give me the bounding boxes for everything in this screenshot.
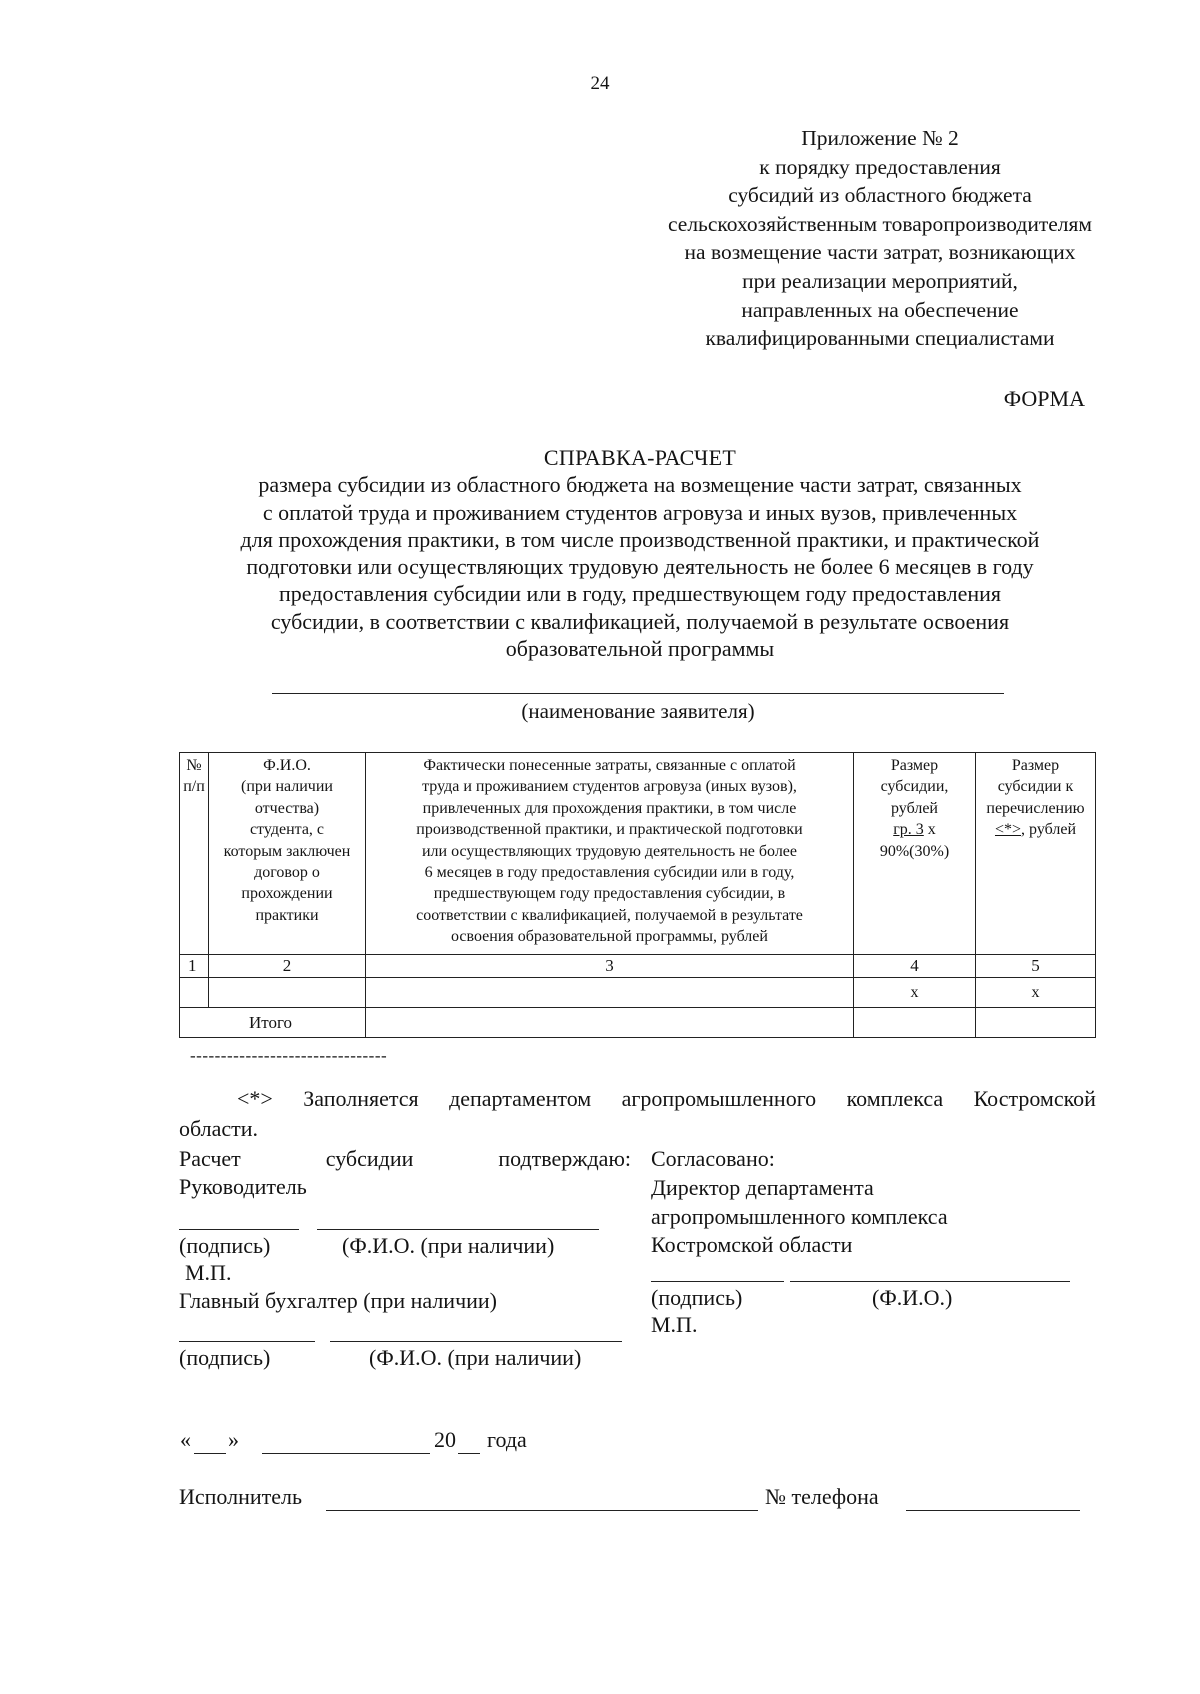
- executor-label: Исполнитель: [179, 1484, 303, 1509]
- table-cell: x: [854, 978, 976, 1008]
- header-text: труда и проживанием студентов агровуза (иных вузов),: [422, 778, 797, 796]
- header-text: предшествующем году предоставления субсидии, в: [433, 885, 786, 903]
- column-number: 2: [209, 955, 366, 978]
- stamp-label: М.П.: [185, 1260, 232, 1285]
- table-cell[interactable]: [366, 978, 854, 1008]
- footnote-word: комплекса: [846, 1086, 944, 1111]
- header-col4: [854, 753, 976, 955]
- header-text: соответствии с квалификацией, получаемой в результате: [416, 906, 803, 924]
- accountant-name-line[interactable]: [330, 1341, 622, 1342]
- header-text: №: [186, 757, 202, 774]
- table-cell[interactable]: [180, 978, 209, 1008]
- confirm-word: Расчет: [179, 1146, 241, 1171]
- header-text: Размер: [890, 757, 939, 774]
- accountant-signature-caption: (подпись): [179, 1345, 271, 1370]
- footnote-reference: <*>: [994, 821, 1022, 839]
- appendix-line: к порядку предоставления: [759, 154, 1001, 179]
- director-name-line[interactable]: [790, 1281, 1070, 1282]
- table-cell[interactable]: [209, 978, 366, 1008]
- title-line: с оплатой труда и проживанием студентов агровуза и иных вузов, привлеченных: [262, 499, 1018, 525]
- column-number: 5: [976, 955, 1096, 978]
- confirm-word: подтверждаю:: [498, 1146, 631, 1171]
- header-text: отчества): [254, 799, 320, 817]
- total-label: Итого: [180, 1008, 366, 1038]
- table-cell[interactable]: [854, 1008, 976, 1038]
- head-name-caption: (Ф.И.О. (при наличии): [342, 1233, 555, 1258]
- head-title: Руководитель: [179, 1174, 307, 1199]
- appendix-line: Приложение № 2: [801, 126, 959, 150]
- date-open-quote: «: [180, 1427, 191, 1452]
- header-text: (при наличии: [241, 778, 333, 796]
- footnote-word: Костромской: [973, 1086, 1096, 1111]
- footnote-separator: --------------------------------: [190, 1046, 388, 1065]
- title-line: предоставления субсидии или в году, предшествующем году предоставления: [278, 581, 1002, 607]
- director-signature-caption: (подпись): [651, 1285, 743, 1310]
- accountant-signature-line[interactable]: [179, 1341, 315, 1342]
- appendix-line: направленных на обеспечение: [741, 297, 1019, 322]
- head-signature-line[interactable]: [179, 1229, 299, 1230]
- footnote: [179, 1086, 1096, 1142]
- title-line: подготовки или осуществляющих трудовую деятельность не более 6 месяцев в году: [246, 554, 1034, 580]
- header-text: [854, 819, 975, 840]
- date-year-field[interactable]: [458, 1453, 480, 1454]
- total-row: [180, 1008, 1096, 1038]
- phone-field[interactable]: [906, 1510, 1080, 1511]
- executor-name-field[interactable]: [326, 1510, 758, 1511]
- date-close-quote: »: [228, 1427, 239, 1452]
- header-text: Ф.И.О.: [263, 757, 311, 774]
- accountant-name-caption: (Ф.И.О. (при наличии): [369, 1345, 582, 1370]
- header-text: производственной практики, и практической подготовки: [416, 821, 803, 839]
- date-year-word: года: [487, 1427, 527, 1452]
- header-text: , рублей: [1021, 821, 1076, 839]
- director-signature-line[interactable]: [651, 1281, 784, 1282]
- title-line: для прохождения практики, в том числе производственной практики, и практической: [240, 526, 1040, 552]
- head-signature-caption: (подпись): [179, 1233, 271, 1258]
- header-text: прохождении: [241, 885, 333, 903]
- header-text: [976, 819, 1095, 840]
- header-text: рублей: [891, 799, 938, 817]
- director-name-caption: (Ф.И.О.): [872, 1285, 953, 1310]
- column-number: 3: [366, 955, 854, 978]
- date-month-field[interactable]: [262, 1453, 430, 1454]
- header-col3: [366, 753, 854, 955]
- appendix-line: сельскохозяйственным товаропроизводителям: [667, 211, 1093, 236]
- column-number: 4: [854, 955, 976, 978]
- head-name-line[interactable]: [317, 1229, 599, 1230]
- title-line: субсидии, в соответствии с квалификацией, получаемой в результате освоения: [270, 608, 1010, 634]
- title-line: образовательной программы: [505, 636, 775, 662]
- header-text: x: [923, 821, 936, 839]
- table-row: [180, 978, 1096, 1008]
- header-text: 90%(30%): [879, 842, 950, 860]
- header-col2: [209, 753, 366, 955]
- footnote-line: [179, 1086, 1096, 1112]
- header-text: или осуществляющих трудовую деятельность не более: [421, 842, 797, 860]
- column-number: 1: [180, 955, 209, 978]
- column-reference: гр. 3: [893, 821, 924, 839]
- appendix-line: квалифицированными специалистами: [705, 326, 1055, 351]
- page-number: 24: [590, 73, 610, 94]
- appendix-line: на возмещение части затрат, возникающих: [684, 240, 1076, 265]
- chief-accountant-title: Главный бухгалтер (при наличии): [179, 1288, 498, 1313]
- director-line: Директор департамента: [651, 1175, 874, 1200]
- footnote-word: агропромышленного: [621, 1086, 817, 1111]
- appendix-line: субсидий из областного бюджета: [728, 183, 1032, 208]
- header-text: привлеченных для прохождения практики, в том числе: [422, 799, 797, 817]
- header-text: 6 месяцев в году предоставления субсидии или в году,: [424, 864, 795, 882]
- header-col5: [976, 753, 1096, 955]
- date-day-field[interactable]: [194, 1453, 226, 1454]
- header-text: освоения образовательной программы, рублей: [451, 928, 768, 946]
- column-number-row: [180, 955, 1096, 978]
- header-text: практики: [255, 906, 319, 924]
- header-text: п/п: [183, 778, 205, 796]
- header-col1: [180, 753, 209, 955]
- table-cell: x: [976, 978, 1096, 1008]
- table-header-row: [180, 753, 1096, 955]
- header-text: Размер: [1011, 757, 1060, 774]
- header-text: субсидии к: [997, 778, 1074, 796]
- form-label: ФОРМА: [1003, 386, 1085, 411]
- header-text: которым заключен: [223, 842, 351, 860]
- date-year-prefix: 20: [434, 1427, 456, 1452]
- director-line: Костромской области: [651, 1232, 853, 1257]
- header-text: субсидии,: [880, 778, 949, 796]
- footnote-word: <*>: [237, 1086, 273, 1111]
- footnote-line: области.: [179, 1116, 259, 1141]
- footnote-word: Заполняется: [303, 1086, 419, 1111]
- footnote-word: департаментом: [449, 1086, 592, 1111]
- appendix-header: [620, 124, 1140, 353]
- title-heading: СПРАВКА-РАСЧЕТ: [543, 445, 737, 470]
- header-text: студента, с: [249, 821, 325, 839]
- applicant-caption: (наименование заявителя): [521, 699, 755, 723]
- confirm-line: [179, 1146, 631, 1172]
- director-title: [651, 1174, 948, 1260]
- appendix-line: при реализации мероприятий,: [742, 268, 1018, 293]
- director-line: агропромышленного комплекса: [651, 1203, 948, 1229]
- header-text: перечислению: [986, 799, 1085, 817]
- header-text: договор о: [254, 864, 320, 882]
- stamp-label: М.П.: [651, 1312, 698, 1337]
- table-cell[interactable]: [976, 1008, 1096, 1038]
- table-cell[interactable]: [366, 1008, 854, 1038]
- title-line: размера субсидии из областного бюджета на возмещение части затрат, связанных: [258, 472, 1022, 498]
- header-text: Фактически понесенные затраты, связанные с оплатой: [423, 757, 796, 774]
- calculation-table: [179, 752, 1096, 1038]
- phone-label: № телефона: [765, 1484, 879, 1509]
- applicant-name-line[interactable]: [272, 693, 1004, 694]
- agreed-label: Согласовано:: [651, 1146, 775, 1171]
- document-title: [200, 444, 1080, 662]
- confirm-word: субсидии: [325, 1146, 414, 1171]
